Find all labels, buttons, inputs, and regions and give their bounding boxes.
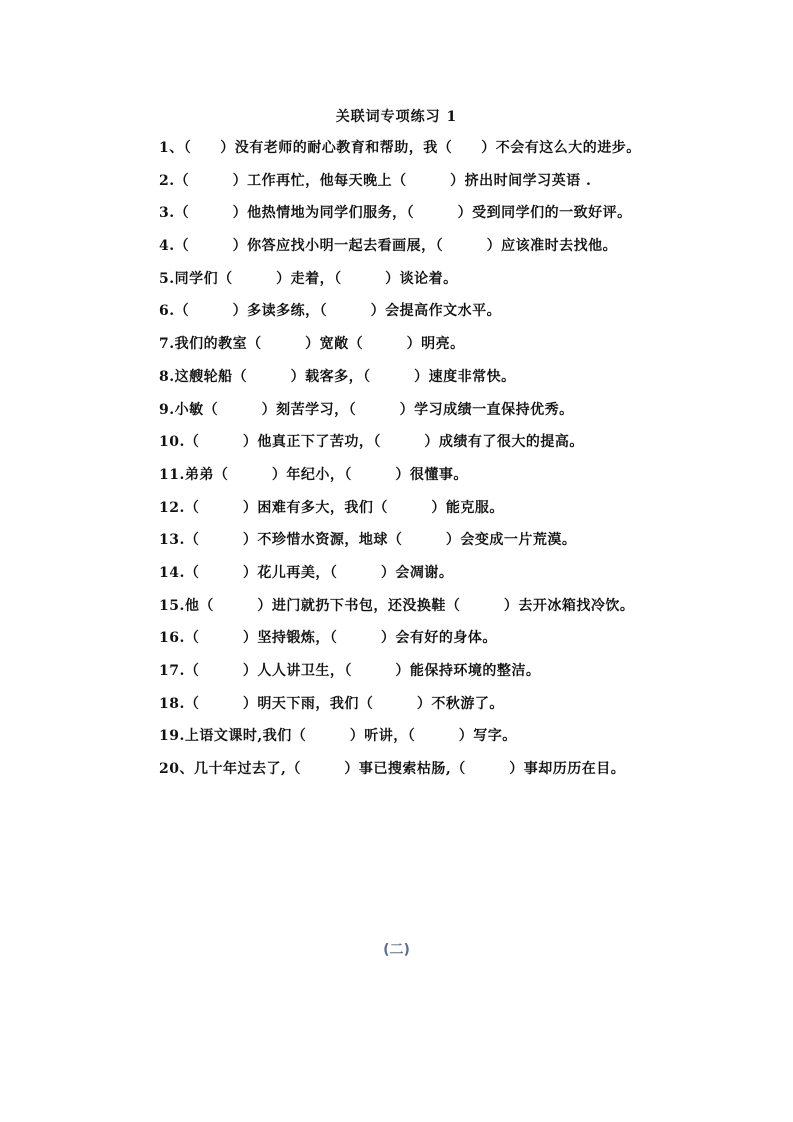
exercise-line-15: 15.他（ ）进门就扔下书包，还没换鞋（ ）去开冰箱找冷饮。: [159, 597, 635, 614]
exercise-line-17: 17.（ ）人人讲卫生，（ ）能保持环境的整洁。: [159, 663, 541, 679]
exercise-line-19: 19.上语文课时,我们（ ）听讲，（ ）写字。: [159, 728, 517, 745]
exercise-line-18: 18.（ ）明天下雨，我们（ ）不秋游了。: [159, 695, 504, 712]
worksheet-title: 关联词专项练习 1: [335, 109, 458, 125]
exercise-line-16: 16.（ ）坚持锻炼，（ ）会有好的身体。: [159, 630, 497, 647]
exercise-line-1: 1、（ ）没有老师的耐心教育和帮助，我（ ）不会有这么大的进步。: [159, 140, 641, 156]
exercise-line-13: 13.（ ）不珍惜水资源，地球（ ）会变成一片荒漠。: [159, 532, 577, 549]
exercise-line-14: 14.（ ）花儿再美，（ ）会凋谢。: [159, 564, 454, 581]
exercise-line-3: 3.（ ）他热情地为同学们服务，（ ）受到同学们的一致好评。: [159, 205, 632, 222]
exercise-line-10: 10.（ ）他真正下了苦功，（ ）成绩有了很大的提高。: [159, 434, 584, 451]
exercise-line-9: 9.小敏（ ）刻苦学习，（ ）学习成绩一直保持优秀。: [159, 401, 574, 418]
exercise-line-4: 4.（ ）你答应找小明一起去看画展，（ ）应该准时去找他。: [159, 238, 618, 255]
exercise-line-12: 12.（ ）困难有多大，我们（ ）能克服。: [159, 499, 504, 516]
exercise-line-11: 11.弟弟（ ）年纪小，（ ）很懂事。: [159, 466, 468, 483]
exercise-line-7: 7.我们的教室（ ）宽敞（ ）明亮。: [159, 336, 465, 353]
exercise-line-6: 6.（ ）多读多练，（ ）会提高作文水平。: [159, 303, 502, 320]
section-heading-two: (二): [383, 942, 410, 958]
exercise-line-20: 20、几十年过去了,（ ）事已搜索枯肠,（ ）事却历历在目。: [159, 761, 626, 778]
exercise-line-2: 2.（ ）工作再忙，他每天晚上（ ）挤出时间学习英语 .: [159, 172, 592, 189]
exercise-list: [159, 138, 759, 792]
exercise-line-5: 5.同学们（ ）走着，（ ）谈论着。: [159, 270, 458, 287]
exercise-line-8: 8.这艘轮船（ ）载客多，（ ）速度非常快。: [159, 368, 516, 385]
